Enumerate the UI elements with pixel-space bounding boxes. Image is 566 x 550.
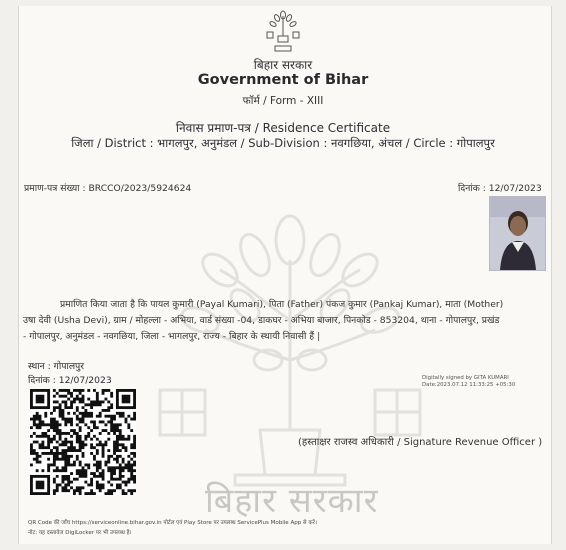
certificate-number: प्रमाण-पत्र संख्या : BRCCO/2023/5924624	[24, 183, 192, 194]
form-number: फॉर्म / Form - XIII	[242, 95, 324, 107]
signature-label: (हस्ताक्षर राजस्व अधिकारी / Signature Revenue Officer )	[298, 437, 543, 448]
district-line: जिला / District : भागलपुर, अनुमंडल / Sub-Division : नवगछिया, अंचल / Circle : गोपालपुर	[71, 136, 495, 150]
applicant-photo	[489, 196, 546, 271]
digital-signature	[422, 375, 515, 389]
place-label: स्थान : गोपालपुर	[28, 361, 85, 372]
government-title: Government of Bihar	[197, 72, 369, 88]
certificate-body	[23, 297, 548, 345]
qr-verification-note: QR Code की जाँच https://serviceonline.bihar.gov.in पोर्टल एवं Play Store पर उपलब्ध ServicePlus Mobile App से करें।	[28, 520, 317, 526]
issue-date-bottom: दिनांक : 12/07/2023	[28, 375, 112, 386]
watermark-text: बिहार सरकार	[205, 481, 379, 521]
body-line-2: उषा देवी (Usha Devi), ग्राम / मोहल्ला - अभिया, वार्ड संख्या -04, डाकघर - अभिया बाजार, पिनकोड - 853204, थाना - गोपालपुर, प्रखंड	[23, 315, 500, 326]
issue-date-top: दिनांक : 12/07/2023	[458, 183, 542, 194]
certificate-title: निवास प्रमाण-पत्र / Residence Certificate	[175, 121, 391, 135]
hindi-government-title: बिहार सरकार	[253, 58, 313, 72]
body-line-1: प्रमाणित किया जाता है कि पायल कुमारी (Payal Kumari), पिता (Father) पंकज कुमार (Pankaj Kumar), माता (Mother)	[60, 299, 504, 310]
qr-code	[30, 389, 136, 495]
bihar-emblem-icon	[265, 10, 301, 52]
digital-signature-name: Digitally signed by GITA KUMARI	[422, 375, 509, 381]
digital-signature-date: Date:2023.07.12 11:33:25 +05:30	[422, 382, 516, 388]
body-line-3: - गोपालपुर, अनुमंडल - नवगछिया, जिला - भागलपुर, राज्य - बिहार के स्थायी निवासी हैं |	[23, 331, 321, 342]
digilocker-note: नोट: यह दस्तावेज DigiLocker पर भी उपलब्ध है।	[28, 530, 132, 536]
